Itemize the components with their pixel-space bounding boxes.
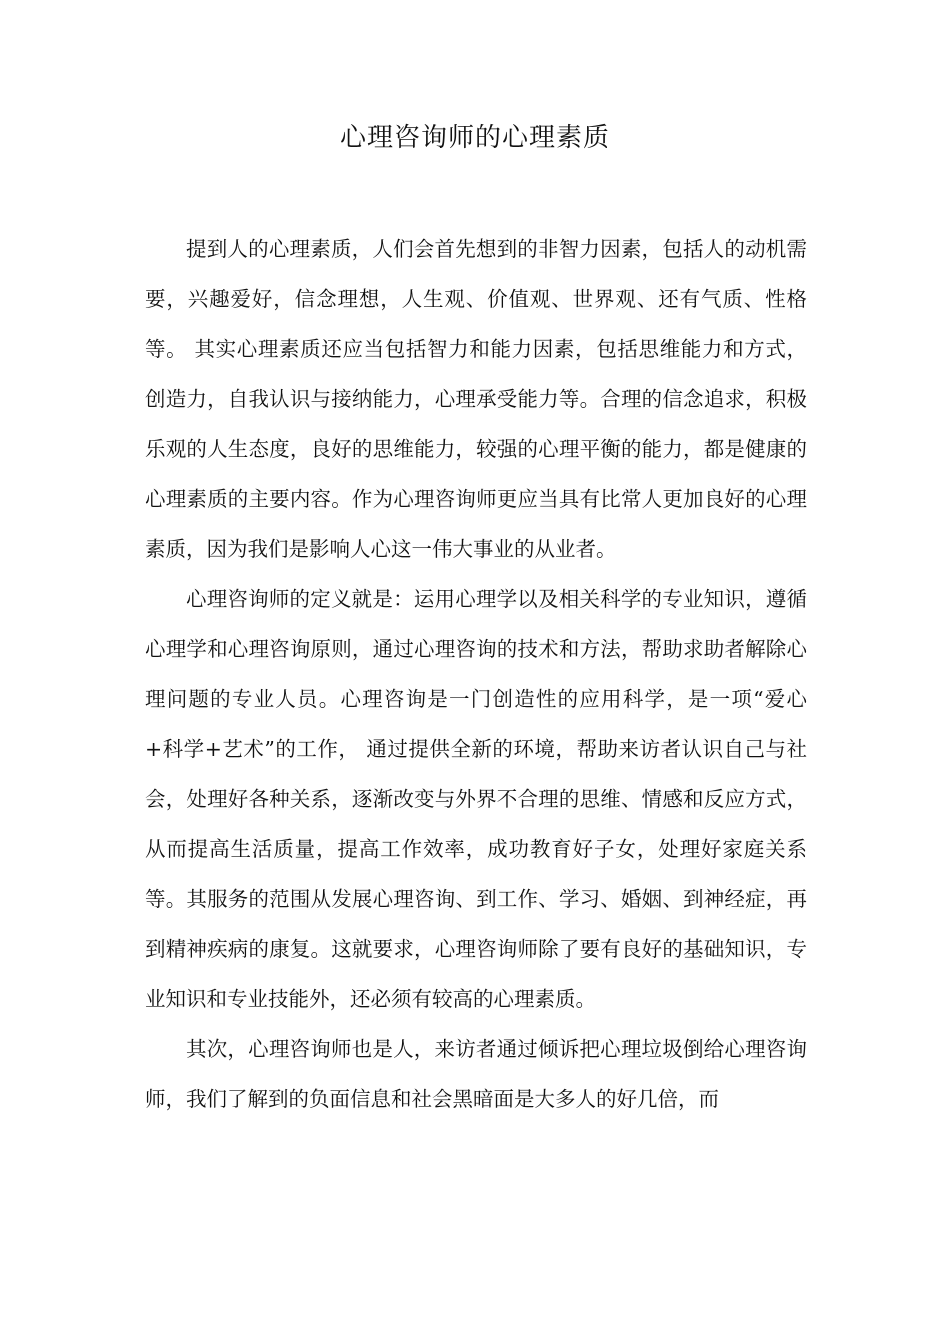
paragraph: 提到人的心理素质，人们会首先想到的非智力因素，包括人的动机需要，兴趣爱好，信念理想，人生观、价值观、世界观、还有气质、性格等。 其实心理素质还应当包括智力和能力因素，包括思维能力和方式，创造力，自我认识与接纳能力，心理承受能力等。合理的信念追求，积极乐观的人生态度，良好的思维能力，较强的心理平衡的能力，都是健康的心理素质的主要内容。作为心理咨询师更应当具有比常人更加良好的心理素质，因为我们是影响人心这一伟大事业的从业者。 bbox=[145, 237, 807, 561]
paragraph: 其次，心理咨询师也是人，来访者通过倾诉把心理垃圾倒给心理咨询师，我们了解到的负面信息和社会黑暗面是大多人的好几倍，而 bbox=[145, 1037, 807, 1111]
paragraph: 心理咨询师的定义就是：运用心理学以及相关科学的专业知识，遵循心理学和心理咨询原则，通过心理咨询的技术和方法，帮助求助者解除心理问题的专业人员。心理咨询是一门创造性的应用科学，是一项“爱心+科学+艺术”的工作， 通过提供全新的环境，帮助来访者认识自己与社会，处理好各种关系，逐渐改变与外界不合理的思维、情感和反应方式，从而提高生活质量，提高工作效率，成功教育好子女，处理好家庭关系等。其服务的范围从发展心理咨询、到工作、学习、婚姻、到神经症，再到精神疾病的康复。这就要求，心理咨询师除了要有良好的基础知识，专业知识和专业技能外，还必须有较高的心理素质。 bbox=[145, 587, 807, 1011]
document-title: 心理咨询师的心理素质 bbox=[339, 123, 610, 153]
document-body bbox=[145, 224, 807, 1124]
